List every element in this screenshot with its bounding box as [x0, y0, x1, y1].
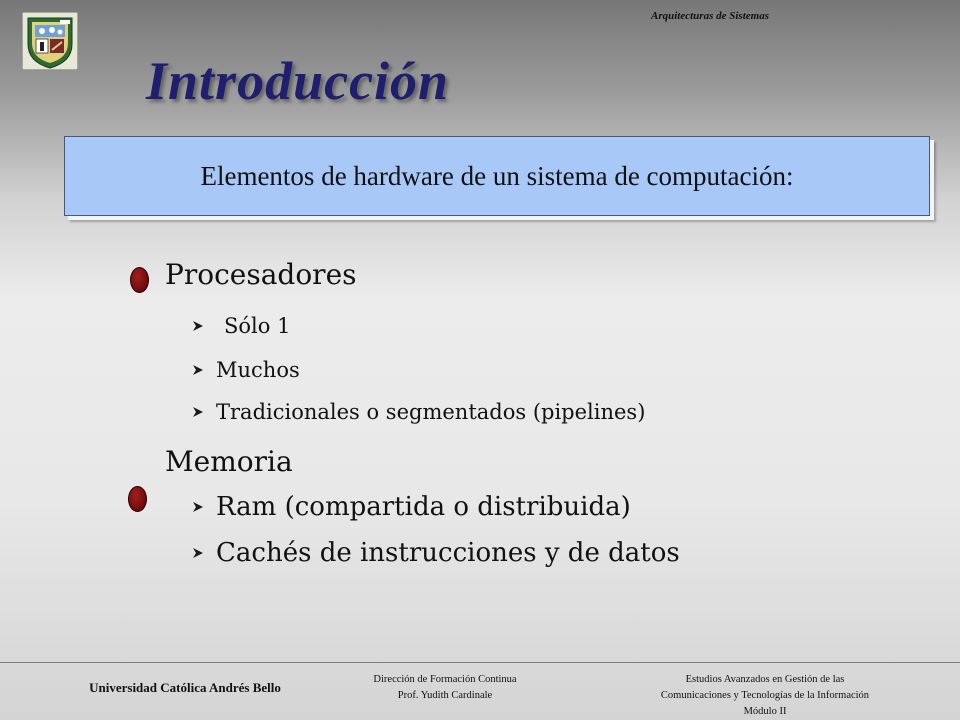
arrow-bullet-icon — [190, 405, 206, 419]
section-heading-procesadores: Procesadores — [165, 258, 357, 291]
page-title: Introducción — [146, 51, 450, 111]
section-heading-memoria: Memoria — [165, 445, 293, 478]
arrow-bullet-icon — [190, 546, 206, 560]
list-item-label: Tradicionales o segmentados (pipelines) — [216, 400, 646, 424]
footer-module: Módulo II — [743, 706, 787, 717]
footer-university: Universidad Católica Andrés Bello — [89, 680, 281, 695]
subtitle-box — [64, 136, 930, 216]
footer-professor: Prof. Yudith Cardinale — [397, 690, 493, 701]
footer-direction — [320, 672, 570, 704]
list-item-label: Cachés de instrucciones y de datos — [216, 538, 680, 568]
red-oval-bullet-icon — [128, 486, 147, 512]
footer-direction-line: Dirección de Formación Continua — [373, 674, 517, 685]
list-item-label: Sólo 1 — [224, 314, 291, 338]
footer-program-line: Comunicaciones y Tecnologías de la Información — [660, 690, 870, 701]
list-item — [190, 400, 645, 424]
list-item — [190, 314, 290, 338]
university-crest-icon — [22, 12, 78, 70]
red-oval-bullet-icon — [130, 267, 149, 293]
footer-divider — [0, 662, 960, 663]
list-item-label: Ram (compartida o distribuida) — [216, 492, 631, 522]
arrow-bullet-icon — [190, 363, 206, 377]
course-header: Arquitecturas de Sistemas — [651, 10, 769, 22]
list-item-label: Muchos — [216, 358, 300, 382]
subtitle-text: Elementos de hardware de un sistema de computación: — [200, 160, 794, 191]
footer-program — [620, 672, 910, 720]
list-item — [190, 492, 631, 522]
list-item — [190, 538, 680, 568]
arrow-bullet-icon — [190, 500, 206, 514]
footer-program-line: Estudios Avanzados en Gestión de las — [685, 674, 845, 685]
list-item — [190, 358, 300, 382]
arrow-bullet-icon — [190, 319, 206, 333]
